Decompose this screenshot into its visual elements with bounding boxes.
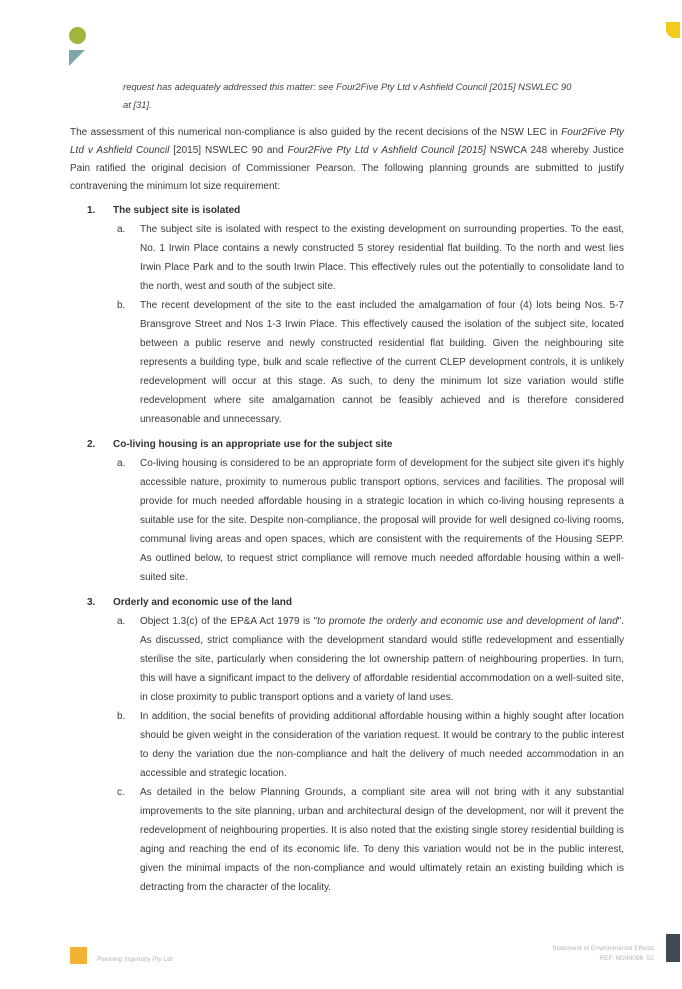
intro-paragraph (70, 124, 624, 196)
item-letter: b. (117, 300, 126, 311)
section-title: The subject site is isolated (113, 205, 241, 216)
footer-page-bar (666, 934, 680, 962)
intro-text-1: The assessment of this numerical non-compliance is also guided by the recent decisions of the NSW LEC in (70, 127, 562, 138)
item-text-post: ". As discussed, strict compliance with the development standard would stifle redevelopment and essentially sterilise the site, particularly when considering the lot ownership pattern of neighbouring properties. In turn, this will have a significant impact to the delivery of affordable residential accommodation on a well-suited site, in close proximity to public transport options and a variety of land uses. (140, 616, 624, 703)
section-heading (70, 436, 624, 454)
item-text: Co-living housing is considered to be an appropriate form of development for the subject site given it's highly accessible nature, proximity to numerous public transport options, services and facilities. The proposal will provide for much needed affordable housing in a strategic location in which co-living housing represents a suitable use for the site. Despite non-compliance, the proposal will provide for well designed co-living rooms, communal living areas and open spaces, which are consistent with the requirements of the Housing SEPP. As outlined below, to request strict compliance will remove much needed affordable housing within a well-suited site. (140, 458, 624, 583)
section-title: Co-living housing is an appropriate use for the subject site (113, 439, 393, 450)
footer-ref: REF: M240096 (599, 955, 644, 962)
quoted-passage (123, 78, 624, 114)
intro-case-1: Four2Five Pty Ltd v Ashfield Council (70, 127, 624, 156)
section-heading (70, 202, 624, 220)
section-heading (70, 594, 624, 612)
intro-text-3: NSWCA 248 whereby Justice Pain ratified the original decision of Commissioner Pearson. The following planning grounds are submitted to justify contravening the minimum lot size requirement: (70, 145, 624, 192)
section-3 (70, 594, 624, 897)
footer-ref-line (552, 954, 654, 964)
item-text: The recent development of the site to the east included the amalgamation of four (4) lots being Nos. 5-7 Bransgrove Street and Nos 1-3 Irwin Place. This effectively caused the isolation of the subject site, located between a public reserve and newly constructed residential flat building. Given the neighbouring site represents a building type, bulk and scale reflective of the current CLEP development controls, it is unlikely redevelopment will occur at this stage. As such, to deny the minimum lot size variation would stifle redevelopment where site amalgamation cannot be feasibly achieved and is therefore considered unreasonable and unnecessary. (140, 300, 624, 425)
section-number: 3. (87, 597, 96, 608)
section-2 (70, 436, 624, 587)
list-item (113, 707, 624, 783)
item-text: The subject site is isolated with respect to the existing development on surrounding properties. To the east, No. 1 Irwin Place contains a newly constructed 5 storey residential flat building. To the north and west lies Irwin Place Park and to the south Irwin Place. This effectively rules out the potentially to consolidate land to the north, west and south of the subject site. (140, 224, 624, 292)
item-letter: b. (117, 711, 126, 722)
logo-circle (69, 27, 86, 44)
item-letter: c. (117, 787, 125, 798)
item-letter: a. (117, 616, 126, 627)
list-item (113, 612, 624, 707)
item-letter: a. (117, 458, 126, 469)
page-content (70, 78, 624, 897)
intro-text-2: [2015] NSWLEC 90 and (169, 145, 288, 156)
list-item (113, 296, 624, 429)
footer-company: Planning Ingenuity Pty Ltd (97, 956, 173, 963)
list-item (113, 454, 624, 587)
footer-doc-info (552, 944, 654, 964)
item-text: In addition, the social benefits of providing additional affordable housing within a highly sought after location should be given weight in the consideration of the variation request. It would be contrary to the public interest to deny the variation due the non-compliance and halt the delivery of much needed accommodation in an accessible and strategic location. (140, 711, 624, 779)
list-item (113, 783, 624, 897)
item-text-pre: Object 1.3(c) of the EP&A Act 1979 is " (140, 616, 318, 627)
section-title: Orderly and economic use of the land (113, 597, 292, 608)
item-letter: a. (117, 224, 126, 235)
footer-logo-box (70, 947, 87, 964)
section-number: 1. (87, 205, 96, 216)
item-text: As detailed in the below Planning Grounds, a compliant site area will not bring with it any substantial improvements to the site planning, urban and architectural design of the development, nor will it prevent the redevelopment of neighbouring properties. It is also noted that the existing single storey residential building is aging and reaching the end of its economic life. To deny this variation would not be in the public interest, given the minimal impacts of the non-compliance and would ultimately retain an existing building which is detracting from the character of the locality. (140, 787, 624, 893)
logo-triangle (69, 50, 85, 66)
item-text-quote: to promote the orderly and economic use and development of land (317, 616, 618, 627)
footer-doc-title: Statement of Environmental Effects (552, 945, 654, 952)
page-number: 52 (646, 955, 654, 962)
quote-line-1: request has adequately addressed this matter: see Four2Five Pty Ltd v Ashfield Council [2015] NSWLEC 90 (123, 81, 572, 92)
item-text (140, 612, 624, 707)
section-number: 2. (87, 439, 96, 450)
quote-line-2: at [31]. (123, 99, 152, 110)
section-1 (70, 202, 624, 429)
corner-tab-mark (666, 22, 680, 38)
intro-case-2: Four2Five Pty Ltd v Ashfield Council [2015] (287, 145, 486, 156)
list-item (113, 220, 624, 296)
